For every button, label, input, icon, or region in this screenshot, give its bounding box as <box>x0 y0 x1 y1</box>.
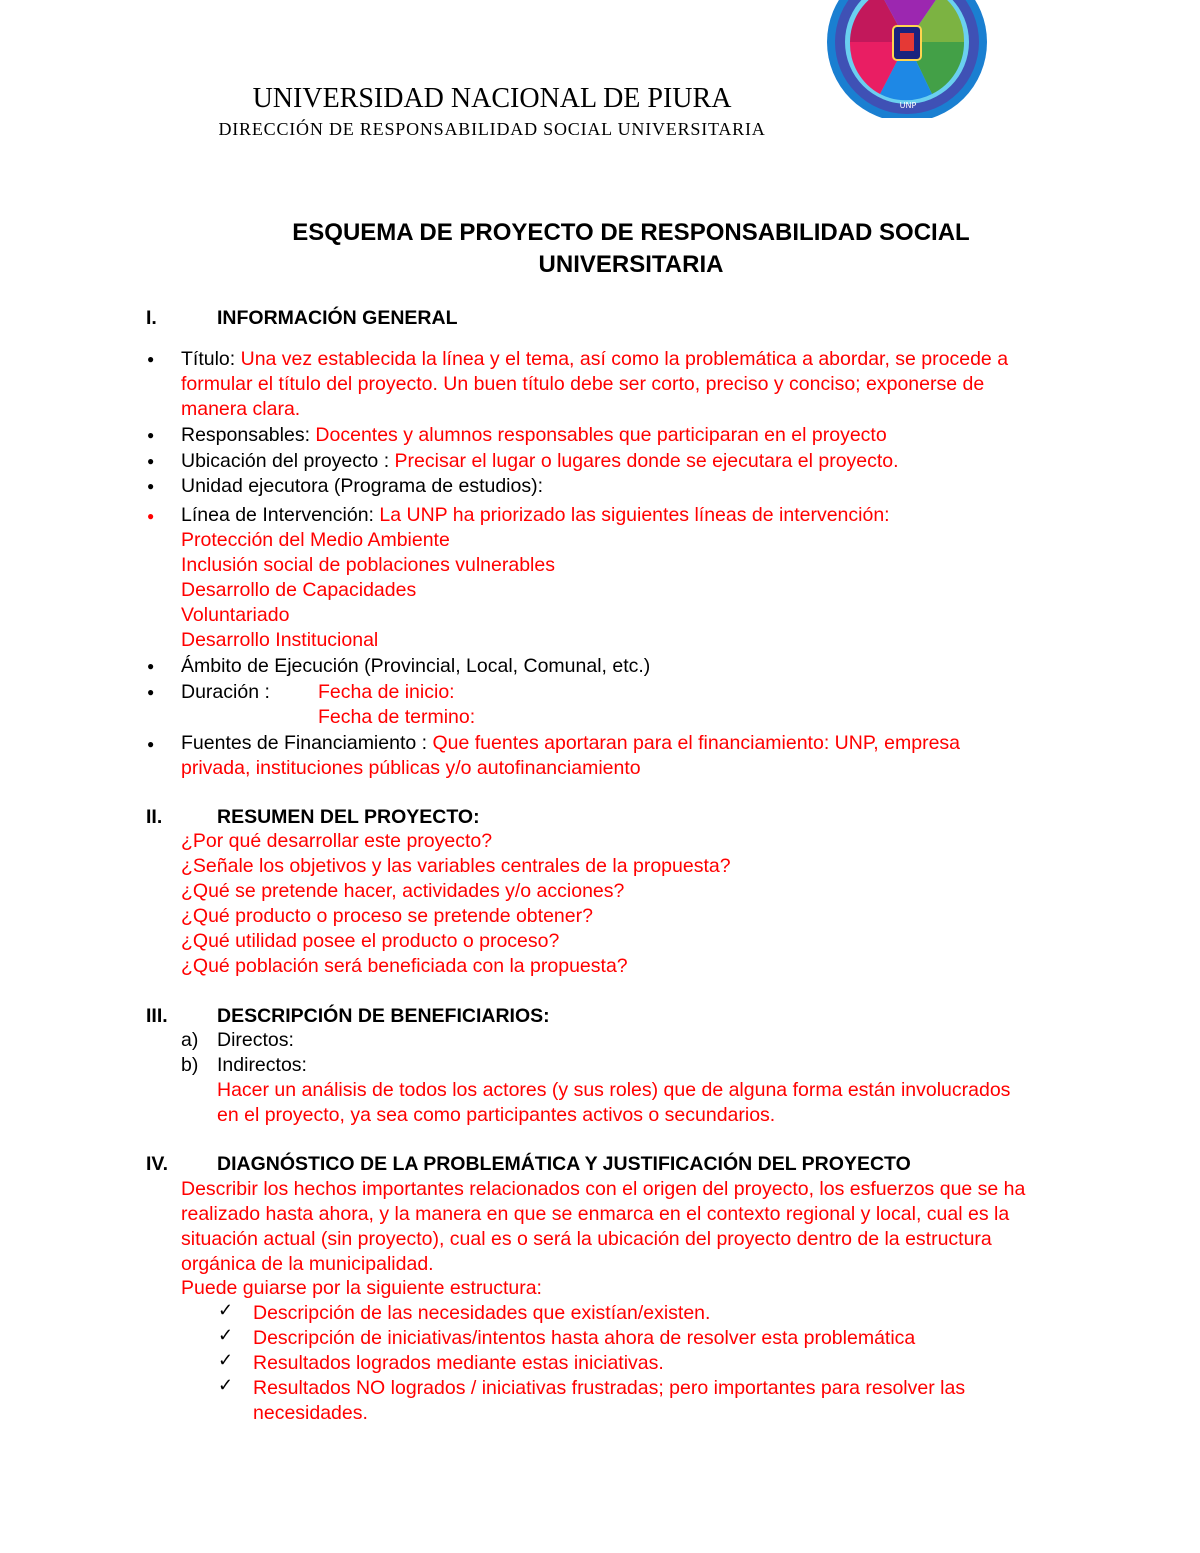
duracion-label: Duración : <box>181 681 270 703</box>
titulo-label: Título: <box>181 348 241 370</box>
ubicacion-label: Ubicación del proyecto : <box>181 450 395 472</box>
estructura-item: Descripción de iniciativas/intentos hasta ahora de resolver esta problemática <box>253 1327 916 1349</box>
fuentes-text-line1: Que fuentes aportaran para el financiamiento: UNP, empresa <box>432 732 961 754</box>
beneficiarios-indirectos: Indirectos: <box>217 1054 307 1076</box>
document-title-line1: ESQUEMA DE PROYECTO DE RESPONSABILIDAD SOCIAL <box>292 219 970 246</box>
direction-name: DIRECCIÓN DE RESPONSABILIDAD SOCIAL UNIVERSITARIA <box>218 119 766 139</box>
estructura-item: Resultados NO logrados / iniciativas frustradas; pero importantes para resolver las <box>253 1377 966 1399</box>
document-title-line2: UNIVERSITARIA <box>538 251 724 278</box>
ubicacion-item <box>181 449 899 474</box>
fecha-termino: Fecha de termino: <box>318 706 476 728</box>
bullet-icon: ● <box>147 454 155 468</box>
section-4-number: IV. <box>146 1153 169 1175</box>
estructura-item-continuation: necesidades. <box>253 1402 368 1424</box>
linea-option: Desarrollo de Capacidades <box>181 579 417 601</box>
diagnostico-text-line3: situación actual (sin proyecto), cual es o será la ubicación del proyecto dentro de la estructura <box>181 1228 992 1250</box>
bullet-icon: ● <box>147 479 155 493</box>
titulo-text-line3: manera clara. <box>181 398 301 420</box>
resumen-question: ¿Qué población será beneficiada con la propuesta? <box>181 955 628 977</box>
checkmark-icon: ✓ <box>218 1325 234 1345</box>
fuentes-text-line2: privada, instituciones públicas y/o autofinanciamiento <box>181 757 641 779</box>
linea-option: Voluntariado <box>181 604 290 626</box>
list-marker-a: a) <box>181 1029 199 1051</box>
estructura-item: Descripción de las necesidades que existían/existen. <box>253 1302 711 1324</box>
section-4-heading: DIAGNÓSTICO DE LA PROBLEMÁTICA Y JUSTIFICACIÓN DEL PROYECTO <box>217 1153 911 1175</box>
list-marker-b: b) <box>181 1054 199 1076</box>
section-1-number: I. <box>146 307 157 329</box>
estructura-intro: Puede guiarse por la siguiente estructura: <box>181 1277 542 1299</box>
linea-option: Desarrollo Institucional <box>181 629 379 651</box>
unidad-ejecutora: Unidad ejecutora (Programa de estudios): <box>181 475 544 497</box>
checkmark-icon: ✓ <box>218 1300 234 1320</box>
responsables-item <box>181 423 887 448</box>
section-3-number: III. <box>146 1005 168 1027</box>
resumen-question: ¿Qué producto o proceso se pretende obtener? <box>181 905 593 927</box>
bullet-icon: ● <box>147 685 155 699</box>
beneficiarios-note-line2: en el proyecto, ya sea como participantes activos o secundarios. <box>217 1104 776 1126</box>
beneficiarios-note-line1: Hacer un análisis de todos los actores (y sus roles) que de alguna forma están involucrados <box>217 1079 1011 1101</box>
titulo-text-line2: formular el título del proyecto. Un buen título debe ser corto, preciso y conciso; exponerse de <box>181 373 985 395</box>
diagnostico-text-line4: orgánica de la municipalidad. <box>181 1253 434 1275</box>
checkmark-icon: ✓ <box>218 1350 234 1370</box>
resumen-question: ¿Qué utilidad posee el producto o proceso? <box>181 930 560 952</box>
resumen-question: ¿Señale los objetivos y las variables centrales de la propuesta? <box>181 855 731 877</box>
section-2-heading: RESUMEN DEL PROYECTO: <box>217 806 480 828</box>
bullet-icon: ● <box>147 659 155 673</box>
linea-label: Línea de Intervención: <box>181 504 380 526</box>
beneficiarios-directos: Directos: <box>217 1029 294 1051</box>
responsables-text: Docentes y alumnos responsables que participaran en el proyecto <box>315 424 887 446</box>
fuentes-label: Fuentes de Financiamiento : <box>181 732 433 754</box>
svg-text:UNP: UNP <box>899 101 917 110</box>
section-3-heading: DESCRIPCIÓN DE BENEFICIARIOS: <box>217 1005 550 1027</box>
diagnostico-text-line1: Describir los hechos importantes relacionados con el origen del proyecto, los esfuerzos que se ha <box>181 1178 1026 1200</box>
resumen-question: ¿Qué se pretende hacer, actividades y/o acciones? <box>181 880 625 902</box>
bullet-icon: ● <box>147 428 155 442</box>
checkmark-icon: ✓ <box>218 1375 234 1395</box>
ubicacion-text: Precisar el lugar o lugares donde se ejecutara el proyecto. <box>394 450 899 472</box>
linea-intervencion-item <box>181 503 890 528</box>
linea-option: Inclusión social de poblaciones vulnerables <box>181 554 555 576</box>
bullet-icon: ● <box>147 509 155 523</box>
resumen-question: ¿Por qué desarrollar este proyecto? <box>181 830 493 852</box>
linea-option: Protección del Medio Ambiente <box>181 529 450 551</box>
university-name: UNIVERSIDAD NACIONAL DE PIURA <box>252 83 732 114</box>
fuentes-item <box>181 731 960 756</box>
titulo-item <box>181 347 1008 372</box>
fecha-inicio: Fecha de inicio: <box>318 681 455 703</box>
linea-text: La UNP ha priorizado las siguientes líneas de intervención: <box>379 504 890 526</box>
bullet-icon: ● <box>147 352 155 366</box>
titulo-text-line1: Una vez establecida la línea y el tema, así como la problemática a abordar, se procede a <box>240 348 1009 370</box>
bullet-icon: ● <box>147 737 155 751</box>
estructura-item: Resultados logrados mediante estas iniciativas. <box>253 1352 664 1374</box>
ambito-ejecucion: Ámbito de Ejecución (Provincial, Local, Comunal, etc.) <box>181 655 651 677</box>
responsables-label: Responsables: <box>181 424 316 446</box>
section-2-number: II. <box>146 806 163 828</box>
diagnostico-text-line2: realizado hasta ahora, y la manera en que se enmarca en el contexto regional y local, cual es la <box>181 1203 1010 1225</box>
section-1-heading: INFORMACIÓN GENERAL <box>217 307 458 329</box>
